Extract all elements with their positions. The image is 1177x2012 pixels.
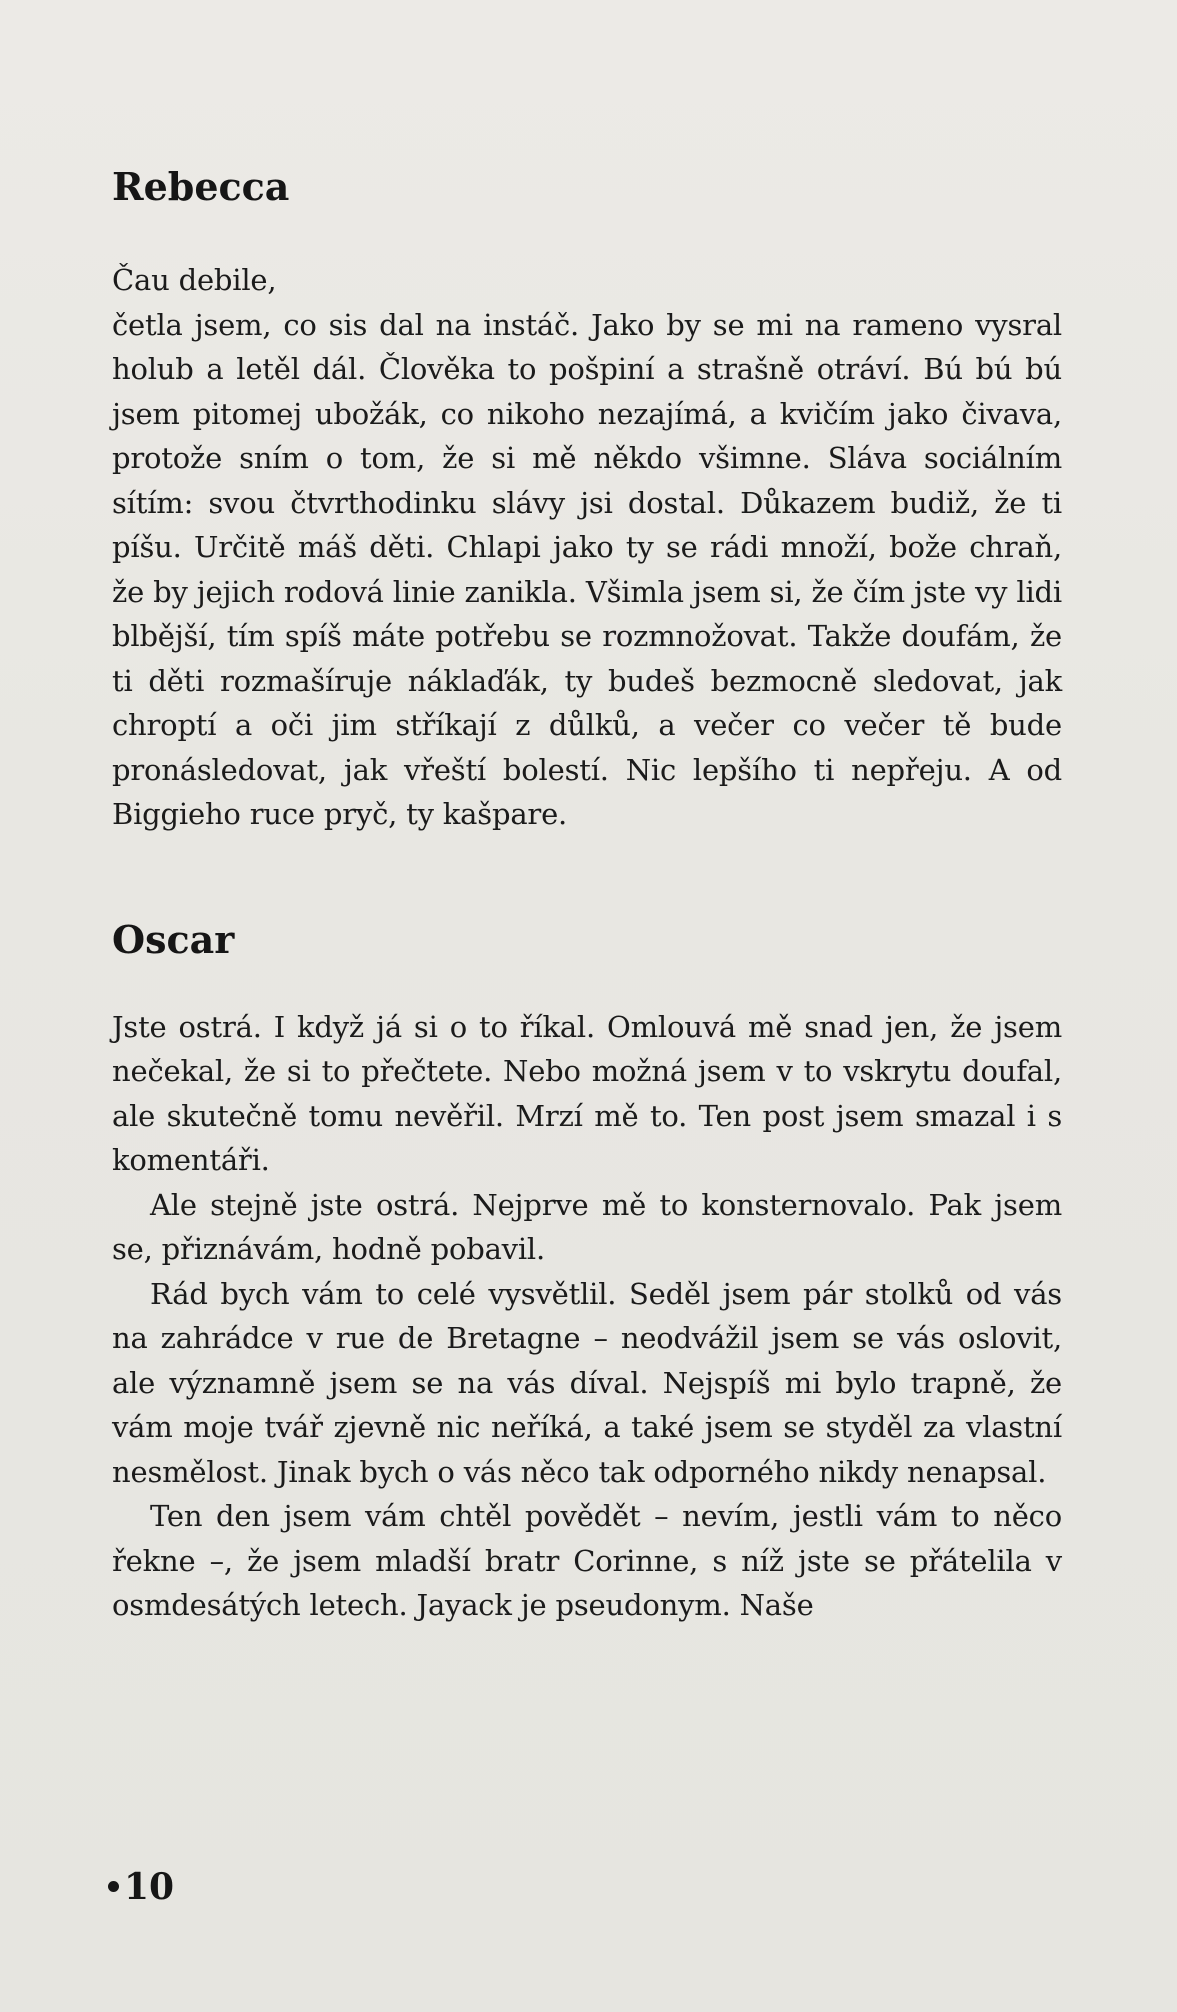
rebecca-greeting: Čau debile, [112,263,277,297]
bullet-icon [108,1881,119,1892]
page-content [112,164,1062,1628]
page-number [108,1866,174,1908]
rebecca-letter-body: četla jsem, co sis dal na instáč. Jako by se mi na rameno vysral holub a letěl dál. Člověka to pošpiní a strašně otráví. Bú bú bú jsem pitomej ubožák, co nikoho nezajímá, a kvičím jako čivava, protože sním o tom, že si mě někdo všimne. Sláva sociálním sítím: svou čtvrthodinku slávy jsi dostal. Důkazem budiž, že ti píšu. Určitě máš děti. Chlapi jako ty se rádi množí, bože chraň, že by jejich rodová linie zanikla. Všimla jsem si, že čím jste vy lidi blbější, tím spíš máte potřebu se rozmnožovat. Takže doufám, že ti děti rozmašíruje náklaďák, ty budeš bezmocně sledovat, jak chroptí a oči jim stříkají z důlků, a večer co večer tě bude pronásledovat, jak vřeští bolestí. Nic lepšího ti nepřeju. A od Biggieho ruce pryč, ty kašpare. [112,307,1062,831]
section-heading-rebecca: Rebecca [112,164,290,209]
oscar-paragraph-2: Ale stejně jste ostrá. Nejprve mě to konsternovalo. Pak jsem se, přiznávám, hodně pobavil. [112,1187,1062,1266]
oscar-paragraph-4: Ten den jsem vám chtěl povědět – nevím, jestli vám to něco řekne –, že jsem mladší bratr Corinne, s níž jste se přátelila v osmdesátých letech. Jayack je pseudonym. Naše [112,1499,1062,1622]
page-number-value: 10 [124,1866,175,1908]
section-heading-oscar: Oscar [112,916,235,962]
oscar-paragraph-3: Rád bych vám to celé vysvětlil. Seděl jsem pár stolků od vás na zahrádce v rue de Bretagne – neodvážil jsem se vás oslovit, ale významně jsem se na vás díval. Nejspíš mi bylo trapně, že vám moje tvář zjevně nic neříká, a také jsem se styděl za vlastní nesmělost. Jinak bych o vás něco tak odporného nikdy nenapsal. [112,1276,1062,1489]
oscar-paragraph-1: Jste ostrá. I když já si o to říkal. Omlouvá mě snad jen, že jsem nečekal, že si to přečtete. Nebo možná jsem v to vskrytu doufal, ale skutečně tomu nevěřil. Mrzí mě to. Ten post jsem smazal i s komentáři. [112,1009,1062,1177]
